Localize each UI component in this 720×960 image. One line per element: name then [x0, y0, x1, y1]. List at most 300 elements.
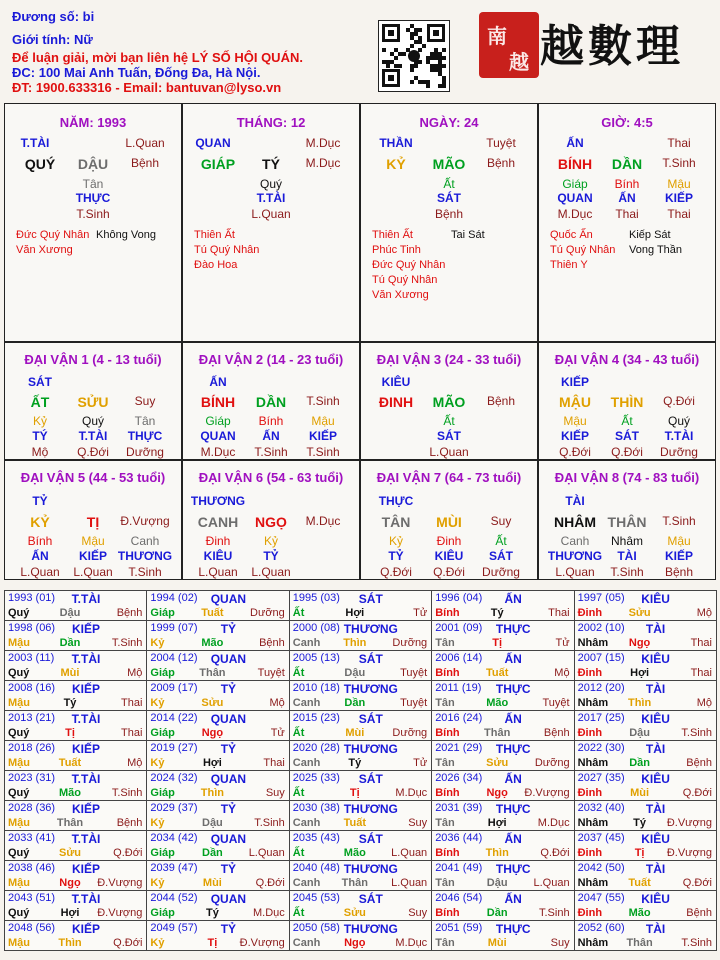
earthly-branch: Dậu [59, 607, 81, 619]
dai-van-item: Q.Đới [611, 445, 643, 459]
life-stage: T.Sinh [254, 817, 285, 829]
heavenly-stem: Mậu [8, 697, 30, 709]
year-label: 2032 (40) [577, 802, 625, 814]
year-cell [574, 740, 717, 771]
pillar-item: QUAN [557, 191, 593, 205]
earthly-branch: Tuất [201, 607, 224, 619]
earthly-branch: Tý [348, 757, 362, 769]
heavenly-stem: Tân [435, 697, 455, 709]
year-cell [431, 740, 574, 771]
life-stage: Mộ [269, 697, 285, 709]
year-cell [289, 920, 432, 951]
dai-van-item: Bệnh [486, 394, 516, 408]
life-stage: Đ.Vượng [97, 907, 143, 919]
dai-van-item: TÂN [381, 514, 411, 530]
ten-god: QUAN [210, 652, 247, 666]
year-label: 2037 (45) [577, 832, 625, 844]
heavenly-stem: Nhâm [577, 937, 609, 949]
earthly-branch: Mùi [487, 937, 507, 949]
ten-god: THỰC [495, 622, 531, 636]
life-stage: Suy [408, 817, 428, 829]
year-cell [431, 620, 574, 651]
ten-god: KIẾP [71, 862, 101, 876]
earthly-branch: Sửu [343, 907, 366, 919]
year-cell [4, 770, 147, 801]
ten-god: THỰC [495, 862, 531, 876]
star-label: Không Vong [96, 229, 156, 241]
dai-van-item: Mậu [311, 414, 335, 428]
pillar-item: Quý [259, 177, 283, 191]
year-label: 2046 (54) [435, 892, 483, 904]
ten-god: ẤN [504, 772, 522, 786]
year-label: 2030 (38) [292, 802, 340, 814]
dai-van-item: L.Quan [429, 445, 469, 459]
life-stage: Thai [263, 757, 285, 769]
phone-email[interactable]: ĐT: 1900.633316 - Email: bantuvan@lyso.vn [12, 80, 282, 95]
pillar-item: QUAN [195, 136, 231, 150]
ten-god: QUAN [210, 712, 247, 726]
heavenly-stem: Quý [8, 607, 30, 619]
ten-god: TỶ [220, 862, 237, 876]
life-stage: Tuyệt [542, 697, 570, 709]
year-label: 2035 (43) [292, 832, 340, 844]
earthly-branch: Hợi [345, 607, 365, 619]
earthly-branch: Mùi [630, 787, 650, 799]
dai-van-item: Mậu [563, 414, 587, 428]
dai-van-item: QUAN [200, 429, 236, 443]
earthly-branch: Dần [59, 637, 81, 649]
year-cell [146, 680, 289, 711]
dai-van-item: T.TÀI [78, 429, 108, 443]
life-stage: Đ.Vượng [666, 847, 712, 859]
ten-god: T.TÀI [71, 592, 101, 606]
ten-god: THƯƠNG [343, 862, 398, 876]
dai-van-item: KIẾP [664, 549, 694, 563]
ten-god: TÀI [645, 622, 666, 636]
ten-god: KIÊU [641, 712, 670, 726]
life-stage: L.Quan [248, 847, 285, 859]
star-label: Phúc Tinh [372, 244, 421, 256]
life-stage: T.Sinh [681, 727, 712, 739]
pillar-item: Bệnh [130, 156, 160, 170]
life-stage: Mộ [696, 697, 712, 709]
dai-van-item: T.TÀI [664, 429, 694, 443]
year-label: 2036 (44) [435, 832, 483, 844]
dai-van-item: KIÊU [381, 375, 411, 389]
earthly-branch: Tuất [343, 817, 366, 829]
ten-god: TÀI [645, 922, 666, 936]
pillar-item: M.Dục [305, 136, 341, 150]
heavenly-stem: Nhâm [577, 697, 609, 709]
earthly-branch: Ngọ [59, 877, 81, 889]
dai-van-item: L.Quan [20, 565, 60, 579]
heavenly-stem: Quý [8, 847, 30, 859]
dai-van-item: TỶ [263, 549, 279, 563]
dai-van-item: Canh [560, 534, 590, 548]
heavenly-stem: Kỷ [150, 937, 165, 949]
ten-god: THỰC [495, 922, 531, 936]
dai-van-item: Ất [443, 414, 455, 428]
qr-code-icon[interactable] [378, 20, 450, 92]
year-label: 2051 (59) [435, 922, 483, 934]
earthly-branch: Mão [201, 637, 224, 649]
life-stage: Suy [265, 787, 285, 799]
pillar-item: Bệnh [486, 156, 516, 170]
life-stage: Tử [413, 757, 428, 769]
star-label: Văn Xương [372, 289, 429, 301]
life-stage: Bệnh [116, 607, 143, 619]
gender: Giới tính: Nữ [12, 32, 93, 47]
heavenly-stem: Canh [292, 817, 321, 829]
pillar-item: THẦN [379, 136, 413, 150]
owner-name: Đương số: bi [12, 9, 95, 24]
star-label: Tú Quý Nhân [372, 274, 438, 286]
dai-van-item: TÀI [617, 549, 637, 563]
pillar-item: MÃO [432, 156, 466, 172]
ten-god: THỰC [495, 742, 531, 756]
year-label: 2001 (09) [435, 622, 483, 634]
year-label: 2052 (60) [577, 922, 625, 934]
pillar-item: T.TÀI [20, 136, 50, 150]
heavenly-stem: Nhâm [577, 817, 609, 829]
ten-god: TÀI [645, 742, 666, 756]
year-label: 1998 (06) [8, 622, 56, 634]
dai-van-item: Q.Đới [559, 445, 591, 459]
year-cell [289, 590, 432, 621]
earthly-branch: Thìn [627, 697, 652, 709]
heavenly-stem: Tân [435, 817, 455, 829]
year-label: 2043 (51) [8, 892, 56, 904]
year-label: 2031 (39) [435, 802, 483, 814]
dai-van-item: SÁT [489, 549, 513, 563]
heavenly-stem: Tân [435, 877, 455, 889]
heavenly-stem: Bính [435, 727, 460, 739]
pillar-item: BÍNH [557, 156, 593, 172]
star-label: Tú Quý Nhân [550, 244, 616, 256]
ten-god: SÁT [358, 892, 383, 906]
dai-van-title: ĐẠI VẬN 7 (64 - 73 tuổi) [376, 470, 522, 485]
heavenly-stem: Canh [292, 637, 321, 649]
year-cell [574, 890, 717, 921]
year-label: 2015 (23) [292, 712, 340, 724]
dai-van-item: Dưỡng [482, 565, 520, 579]
year-label: 2040 (48) [292, 862, 340, 874]
pillar-item: Ất [443, 177, 455, 191]
earthly-branch: Dậu [202, 817, 223, 829]
year-cell [289, 860, 432, 891]
year-label: 2034 (42) [150, 832, 198, 844]
ten-god: T.TÀI [71, 772, 101, 786]
heavenly-stem: Nhâm [577, 637, 609, 649]
heavenly-stem: Giáp [150, 847, 175, 859]
life-stage: M.Dục [537, 817, 570, 829]
heavenly-stem: Giáp [150, 667, 175, 679]
dai-van-item: L.Quan [251, 565, 291, 579]
heavenly-stem: Mậu [8, 637, 30, 649]
year-label: 2045 (53) [292, 892, 340, 904]
dai-van-item: L.Quan [73, 565, 113, 579]
dai-van-item: THƯƠNG [547, 549, 603, 563]
dai-van-item: Đinh [436, 534, 462, 548]
earthly-branch: Hợi [60, 907, 80, 919]
pillar-item: ẤN [618, 191, 636, 205]
year-label: 2048 (56) [8, 922, 56, 934]
dai-van-item: ẤN [31, 549, 49, 563]
dai-van-title: ĐẠI VẬN 4 (34 - 43 tuổi) [554, 352, 700, 367]
dai-van-title: ĐẠI VẬN 2 (14 - 23 tuổi) [198, 352, 344, 367]
heavenly-stem: Tân [435, 937, 455, 949]
earthly-branch: Tý [633, 817, 647, 829]
earthly-branch: Dậu [344, 667, 366, 679]
year-label: 2049 (57) [150, 922, 198, 934]
earthly-branch: Ngọ [201, 727, 224, 739]
dai-van-item: Dưỡng [126, 445, 164, 459]
year-cell [574, 770, 717, 801]
ten-god: KIẾP [71, 922, 101, 936]
earthly-branch: Sửu [201, 697, 224, 709]
year-cell [4, 740, 147, 771]
life-stage: Q.Đới [682, 787, 712, 799]
heavenly-stem: Bính [435, 667, 460, 679]
earthly-branch: Thân [341, 877, 368, 889]
dai-van-item: Đinh [205, 534, 231, 548]
year-cell [574, 680, 717, 711]
earthly-branch: Tuất [58, 757, 82, 769]
ten-god: KIÊU [641, 592, 670, 606]
year-label: 2025 (33) [292, 772, 340, 784]
year-cell [146, 650, 289, 681]
ten-god: T.TÀI [71, 892, 101, 906]
year-cell [4, 830, 147, 861]
ten-god: KIẾP [71, 802, 101, 816]
dai-van-item: Kỷ [388, 534, 404, 548]
earthly-branch: Thân [484, 727, 511, 739]
life-stage: L.Quan [391, 847, 428, 859]
dai-van-item: KIẾP [78, 549, 108, 563]
life-stage: Tuyệt [400, 697, 428, 709]
year-label: 2042 (50) [577, 862, 625, 874]
earthly-branch: Tị [207, 937, 218, 949]
dai-van-item: T.Sinh [306, 394, 340, 408]
heavenly-stem: Kỷ [150, 697, 165, 709]
earthly-branch: Mão [59, 787, 81, 799]
earthly-branch: Tý [490, 607, 504, 619]
pillar-item: TÝ [262, 156, 280, 172]
earthly-branch: Hợi [487, 817, 507, 829]
dai-van-item: T.Sinh [610, 565, 644, 579]
contact-invite[interactable]: Để luận giải, mời bạn liên hệ LÝ SỐ HỘI QUÁN. [12, 50, 303, 65]
earthly-branch: Ngọ [344, 937, 366, 949]
life-stage: Tuyệt [257, 667, 285, 679]
dai-van-title: ĐẠI VẬN 8 (74 - 83 tuổi) [554, 470, 700, 485]
year-label: 2017 (25) [577, 712, 625, 724]
star-label: Thiên Ất [194, 229, 235, 241]
earthly-branch: Thìn [58, 937, 82, 949]
earthly-branch: Thìn [343, 637, 367, 649]
year-cell [146, 620, 289, 651]
star-label: Tai Sát [451, 229, 485, 241]
dai-van-item: KỶ [30, 514, 50, 530]
dai-van-item: THƯƠNG [117, 549, 173, 563]
ten-god: THƯƠNG [343, 802, 398, 816]
ten-god: THỰC [495, 802, 531, 816]
heavenly-stem: Ất [292, 727, 305, 739]
heavenly-stem: Bính [435, 847, 460, 859]
star-label: Quốc Ấn [550, 229, 593, 241]
pillar-item: Mậu [667, 177, 691, 191]
earthly-branch: Dần [486, 907, 508, 919]
life-stage: Q.Đới [113, 847, 143, 859]
year-label: 2018 (26) [8, 742, 56, 754]
heavenly-stem: Kỷ [150, 817, 165, 829]
earthly-branch: Thìn [485, 847, 509, 859]
dai-van-item: Bệnh [664, 565, 694, 579]
dai-van-item: KIÊU [203, 549, 233, 563]
year-label: 2007 (15) [577, 652, 625, 664]
earthly-branch: Ngọ [628, 637, 651, 649]
pillar-item: GIÁP [200, 156, 236, 172]
life-stage: T.Sinh [111, 787, 143, 799]
heavenly-stem: Canh [292, 757, 321, 769]
year-cell [431, 830, 574, 861]
earthly-branch: Thìn [200, 787, 224, 799]
earthly-branch: Thân [199, 667, 226, 679]
heavenly-stem: Ất [292, 787, 305, 799]
dai-van-item: THƯƠNG [190, 494, 246, 508]
earthly-branch: Dần [629, 757, 650, 769]
pillar-item: THỰC [75, 191, 111, 205]
heavenly-stem: Đinh [577, 727, 603, 739]
year-cell [574, 710, 717, 741]
heavenly-stem: Kỷ [150, 757, 165, 769]
address: ĐC: 100 Mai Anh Tuấn, Đống Đa, Hà Nội. [12, 65, 261, 80]
dai-van-item: TỊ [86, 514, 100, 530]
ten-god: SÁT [358, 652, 383, 666]
pillar-item: L.Quan [125, 136, 165, 150]
dai-van-item: Ất [495, 534, 507, 548]
dai-van-item: Canh [130, 534, 160, 548]
star-label: Kiếp Sát [629, 229, 671, 241]
year-label: 2027 (35) [577, 772, 625, 784]
earthly-branch: Mùi [60, 667, 80, 679]
pillar-item: Thai [615, 207, 639, 221]
year-cell [431, 650, 574, 681]
year-label: 2005 (13) [292, 652, 340, 664]
life-stage: T.Sinh [681, 937, 712, 949]
year-label: 2014 (22) [150, 712, 198, 724]
heavenly-stem: Tân [435, 757, 455, 769]
pillar-title: NGÀY: 24 [419, 115, 479, 130]
dai-van-item: SÁT [28, 375, 52, 389]
heavenly-stem: Đinh [577, 907, 603, 919]
dai-van-item: Mậu [81, 534, 105, 548]
pillar-item: Thai [667, 207, 691, 221]
life-stage: Đ.Vượng [239, 937, 285, 949]
dai-van-item: THỰC [127, 429, 163, 443]
life-stage: Thai [548, 607, 570, 619]
pillar-item: T.Sinh [76, 207, 110, 221]
life-stage: Đ.Vượng [524, 787, 570, 799]
year-cell [4, 890, 147, 921]
dai-van-item: Đ.Vượng [120, 514, 170, 528]
year-cell [431, 860, 574, 891]
earthly-branch: Dậu [629, 727, 650, 739]
pillar-item: Giáp [562, 177, 588, 191]
dai-van-item: Mộ [31, 445, 49, 459]
year-cell [4, 710, 147, 741]
year-label: 2009 (17) [150, 682, 198, 694]
year-cell [146, 590, 289, 621]
heavenly-stem: Giáp [150, 607, 175, 619]
ten-god: KIÊU [641, 892, 670, 906]
dai-van-item: KIẾP [560, 429, 590, 443]
pillar-item: DẦN [611, 156, 643, 172]
dai-van-item: T.Sinh [306, 445, 340, 459]
life-stage: Thai [690, 667, 712, 679]
ten-god: SÁT [358, 832, 383, 846]
dai-van-item: T.Sinh [254, 445, 288, 459]
year-label: 1999 (07) [150, 622, 198, 634]
life-stage: L.Quan [391, 877, 428, 889]
dai-van-item: MẬU [559, 394, 591, 410]
dai-van-item: Ất [621, 414, 633, 428]
year-cell [146, 830, 289, 861]
dai-van-item: L.Quan [198, 565, 238, 579]
heavenly-stem: Ất [292, 847, 305, 859]
year-cell [4, 680, 147, 711]
pillar-title: NĂM: 1993 [59, 115, 127, 130]
year-label: 2019 (27) [150, 742, 198, 754]
year-cell [574, 830, 717, 861]
dai-van-item: M.Dục [305, 514, 341, 528]
ten-god: KIÊU [641, 652, 670, 666]
ten-god: TỶ [220, 802, 237, 816]
life-stage: M.Dục [253, 907, 285, 919]
heavenly-stem: Ất [292, 907, 305, 919]
dai-van-item: Kỷ [263, 534, 279, 548]
ten-god: KIẾP [71, 682, 101, 696]
year-cell [146, 710, 289, 741]
pillar-item: KỶ [386, 156, 406, 172]
star-label: Vong Thần [629, 244, 683, 256]
logo: 越數理 [540, 21, 684, 72]
year-label: 2026 (34) [435, 772, 483, 784]
earthly-branch: Tị [634, 847, 645, 859]
life-stage: Tử [270, 727, 285, 739]
ten-god: TỶ [220, 742, 237, 756]
year-label: 2024 (32) [150, 772, 198, 784]
year-cell [289, 890, 432, 921]
earthly-branch: Tuất [628, 877, 651, 889]
life-stage: Tuyệt [400, 667, 428, 679]
earthly-branch: Mão [343, 847, 366, 859]
life-stage: T.Sinh [539, 907, 570, 919]
dai-van-item: L.Quan [555, 565, 595, 579]
year-label: 2002 (10) [577, 622, 625, 634]
earthly-branch: Tuất [485, 667, 509, 679]
ten-god: ẤN [504, 892, 522, 906]
dai-van-item: T.Sinh [662, 514, 696, 528]
pillar-title: GIỜ: 4:5 [601, 115, 653, 130]
heavenly-stem: Tân [435, 637, 455, 649]
year-cell [146, 860, 289, 891]
heavenly-stem: Nhâm [577, 877, 609, 889]
earthly-branch: Dần [344, 697, 366, 709]
year-cell [431, 680, 574, 711]
life-stage: M.Dục [395, 937, 428, 949]
dai-van-item: Q.Đới [663, 394, 695, 408]
year-cell [431, 890, 574, 921]
